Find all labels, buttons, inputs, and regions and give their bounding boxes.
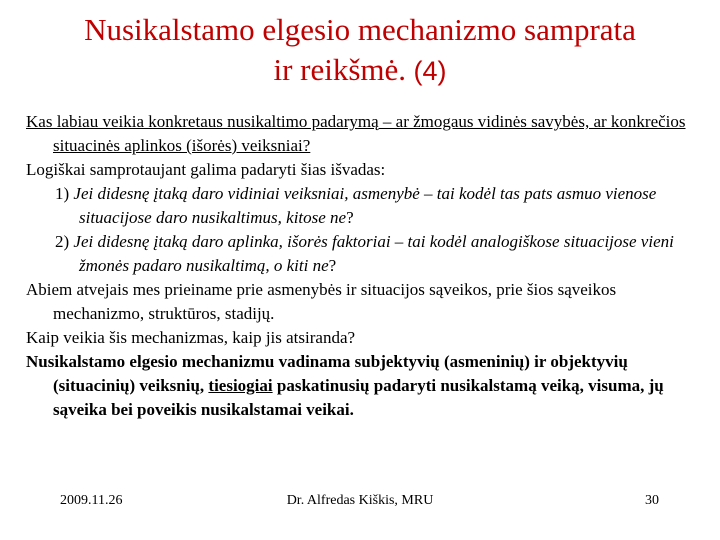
footer-date: 2009.11.26 [60,493,123,508]
definition-part-1: Nusikalstamo elgesio mechanizmu vadinama subjektyvių (asmeninių) ir objektyvių (situacinių) veiksnių, [26,352,628,395]
title-suffix: (4) [406,56,447,86]
interaction-paragraph: Abiem atvejais mes prieiname prie asmenybės ir situacijos sąveikos, prie šios sąveikos mechanizmo, struktūros, stadijų. [26,280,617,323]
definition-part-2: paskatinusių padaryti nusikalstamą veiką, visuma, jų sąveika bei poveikis nusikalstamai veikai. [53,376,664,419]
conclusions-intro: Logiškai samprotaujant galima padaryti šias išvadas: [26,160,386,179]
slide-title [0,10,720,91]
conclusion-item-2-text: Jei didesnę įtaką daro aplinka, išorės faktoriai – tai kodėl analogiškose situacijose vieni žmonės padaro nusikaltimą, o kiti ne [73,232,674,275]
title-line-1: Nusikalstamo elgesio mechanizmo samprata [84,12,636,47]
conclusion-item-2-number: 2) [55,232,74,251]
question-paragraph: Kas labiau veikia konkretaus nusikaltimo padarymą – ar žmogaus vidinės savybės, ar konkrečios situacinės aplinkos (išorės) veiksniai? [26,112,686,155]
title-line-2 [0,50,720,91]
slide-body [26,110,698,422]
conclusion-item-1-question-mark: ? [346,208,354,227]
conclusion-item-1-number: 1) [55,184,74,203]
conclusion-item-1 [26,182,698,230]
conclusion-item-1-text: Jei didesnę įtaką daro vidiniai veiksniai, asmenybė – tai kodėl tas pats asmuo vienose situacijose daro nusikaltimus, kitose ne [73,184,657,227]
definition-paragraph [26,350,698,422]
conclusion-item-2-question-mark: ? [328,256,337,275]
footer-author: Dr. Alfredas Kiškis, MRU [286,493,434,508]
title-line-2-text: ir reikšmė. [273,52,407,87]
definition-underlined-word: tiesiogiai [208,376,273,395]
mechanism-question: Kaip veikia šis mechanizmas, kaip jis atsiranda? [26,328,356,347]
footer-page-number: 30 [645,493,659,508]
conclusion-item-2 [26,230,698,278]
